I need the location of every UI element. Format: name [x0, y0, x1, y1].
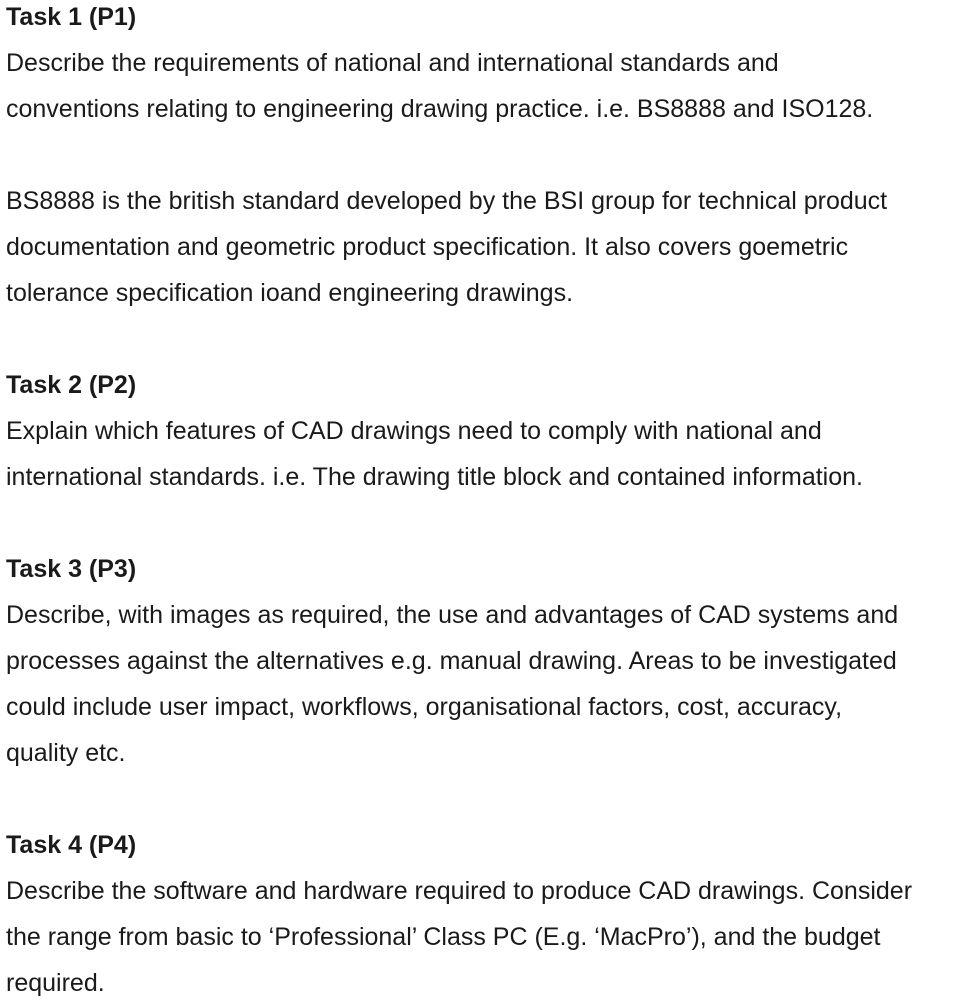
- task-4-heading: Task 4 (P4): [6, 831, 137, 859]
- task-2-description-line: Explain which features of CAD drawings need to comply with national and: [6, 417, 822, 445]
- task-4-description-line: the range from basic to ‘Professional’ Class PC (E.g. ‘MacPro’), and the budget: [6, 923, 881, 951]
- task-4: [6, 822, 979, 1006]
- task-3-description-line: processes against the alternatives e.g. manual drawing. Areas to be investigated: [6, 647, 897, 675]
- task-3-description-line: Describe, with images as required, the use and advantages of CAD systems and: [6, 601, 899, 629]
- task-2-description-line: international standards. i.e. The drawing title block and contained information.: [6, 463, 863, 491]
- task-3: [6, 546, 979, 776]
- paragraph-spacer: [6, 500, 979, 546]
- paragraph-spacer: [6, 776, 979, 822]
- answer-1-line: documentation and geometric product specification. It also covers goemetric: [6, 233, 849, 261]
- answer-1-line: tolerance specification ioand engineering drawings.: [6, 279, 574, 307]
- paragraph-spacer: [6, 316, 979, 362]
- paragraph-spacer: [6, 132, 979, 178]
- answer-1-line: BS8888 is the british standard developed by the BSI group for technical product: [6, 187, 888, 215]
- task-4-description-line: Describe the software and hardware required to produce CAD drawings. Consider: [6, 877, 913, 905]
- task-3-heading: Task 3 (P3): [6, 555, 137, 583]
- task-1-description-line: conventions relating to engineering drawing practice. i.e. BS8888 and ISO128.: [6, 95, 874, 123]
- task-3-description-line: quality etc.: [6, 739, 126, 767]
- task-1-description-line: Describe the requirements of national and international standards and: [6, 49, 779, 77]
- task-2-heading: Task 2 (P2): [6, 371, 137, 399]
- task-2: [6, 362, 979, 500]
- document-page: [6, 0, 979, 1006]
- task-3-description-line: could include user impact, workflows, organisational factors, cost, accuracy,: [6, 693, 843, 721]
- task-1-heading: Task 1 (P1): [6, 3, 137, 31]
- task-1: [6, 0, 979, 132]
- task-1-answer: [6, 178, 979, 316]
- task-4-description-line: required.: [6, 969, 105, 997]
